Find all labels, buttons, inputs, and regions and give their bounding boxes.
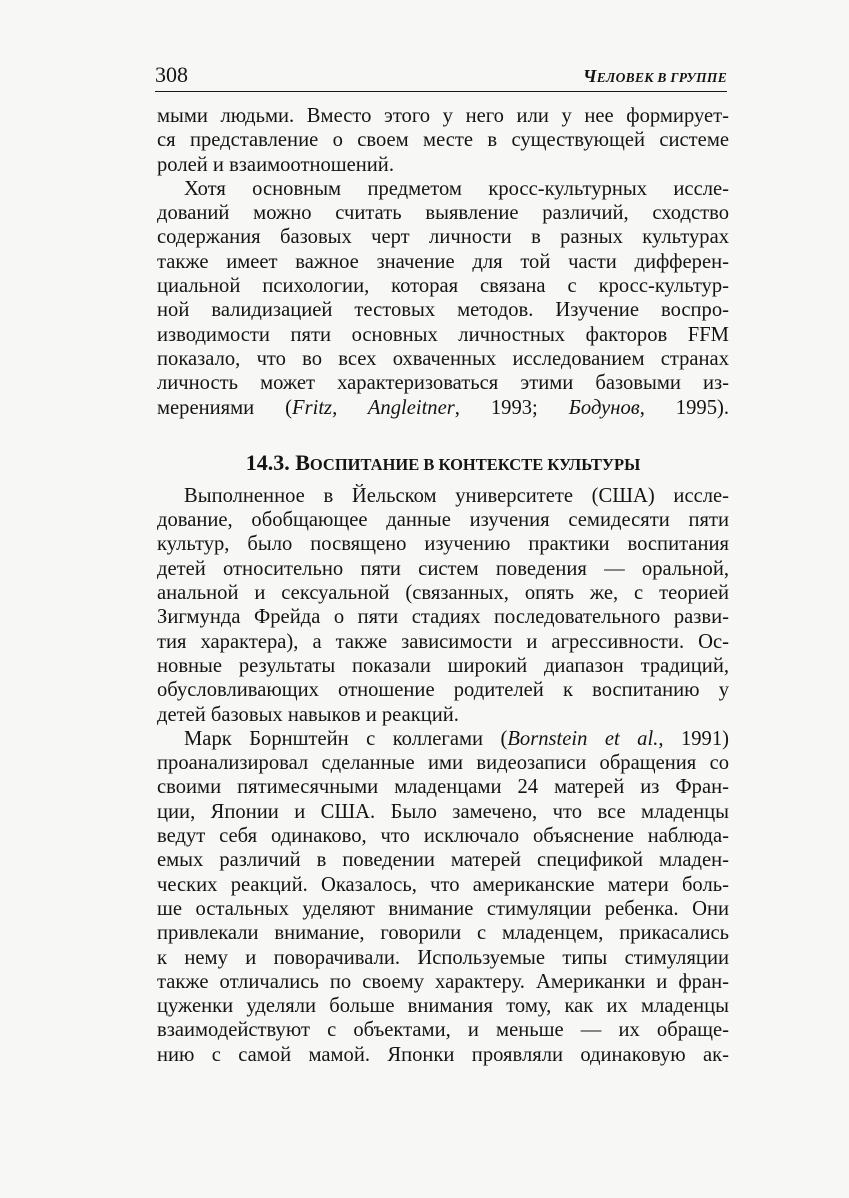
citation-author: Бодунов <box>568 396 640 419</box>
running-title-initial: Ч <box>582 66 597 86</box>
paragraph-3 <box>157 484 729 727</box>
text-line: ческих реакций. Оказалось, что американские матери боль- <box>157 873 729 896</box>
text-line: емых различий в поведении матерей спецификой младен- <box>157 849 729 872</box>
text-line: циальной психологии, которая связана с кросс-культур- <box>157 275 729 298</box>
text-line: изводимости пяти основных личностных факторов FFM <box>157 323 729 346</box>
text-line-citation <box>157 396 729 420</box>
text-line: привлекали внимание, говорили с младенцем, прикасались <box>157 922 729 945</box>
text-line: к нему и поворачивали. Используемые типы стимуляции <box>157 946 729 969</box>
text-run: , 1993; <box>454 396 569 419</box>
section-heading <box>157 448 729 478</box>
text-line: ся представление о своем месте в существующей системе <box>157 129 729 152</box>
section-title-initial: В <box>295 449 310 475</box>
body-text <box>157 104 729 1067</box>
paragraph-2 <box>157 177 729 420</box>
citation-authors: Fritz, Angleitner <box>292 396 455 419</box>
text-line: Хотя основным предметом кросс-культурных иссле- <box>184 177 729 200</box>
text-line: детей базовых навыков и реакций. <box>157 703 459 726</box>
text-line: дование, обобщающее данные изучения семидесяти пяти <box>157 509 729 532</box>
text-run: , 1995). <box>639 396 730 419</box>
text-line: проанализировал сделанные ими видеозаписи обращения со <box>157 752 729 775</box>
header-rule <box>155 91 727 92</box>
section-title-rest: ОСПИТАНИЕ В КОНТЕКСТЕ КУЛЬТУРЫ <box>309 454 641 474</box>
text-line: Выполненное в Йельском университете (США) иссле- <box>184 484 729 507</box>
text-line: личность может характеризоваться этими базовыми из- <box>157 372 729 395</box>
running-title-rest: ЕЛОВЕК В ГРУППЕ <box>596 70 727 85</box>
text-line: дований можно считать выявление различий, сходство <box>157 202 729 225</box>
text-line: ролей и взаимоотношений. <box>157 153 394 176</box>
section-number: 14.3. <box>245 449 290 475</box>
text-line: своими пятимесячными младенцами 24 матерей из Фран- <box>157 776 729 799</box>
running-title <box>583 64 727 90</box>
text-line: нию с самой мамой. Японки проявляли одинаковую ак- <box>157 1043 729 1066</box>
text-line: культур, было посвящено изучению практики воспитания <box>157 533 729 556</box>
text-line: взаимодействуют с объектами, и меньше — их обраще- <box>157 1019 729 1042</box>
text-line: ведут себя одинаково, что исключало объяснение наблюда- <box>157 825 729 848</box>
text-line: также отличались по своему характеру. Американки и фран- <box>157 970 729 993</box>
text-line: ше остальных уделяют внимание стимуляции ребенка. Они <box>157 897 729 920</box>
paragraph-4 <box>157 727 729 1067</box>
text-line: детей относительно пяти систем поведения — оральной, <box>157 557 729 580</box>
text-line: Зигмунда Фрейда о пяти стадиях последовательного разви- <box>157 606 729 629</box>
text-line: ной валидизацией тестовых методов. Изучение воспро- <box>157 299 729 322</box>
text-run: мерениями ( <box>157 396 293 419</box>
text-run: , 1991) <box>658 727 729 750</box>
text-line: содержания базовых черт личности в разных культурах <box>157 226 729 249</box>
text-line: ции, Японии и США. Было замечено, что все младенцы <box>157 800 729 823</box>
text-run: Марк Борнштейн с коллегами ( <box>184 727 508 750</box>
text-line: новные результаты показали широкий диапазон традиций, <box>157 654 729 677</box>
text-line: также имеет важное значение для той части дифферен- <box>157 250 729 273</box>
text-line-citation <box>157 727 729 751</box>
text-line: показало, что во всех охваченных исследованием странах <box>157 347 729 370</box>
text-line: обусловливающих отношение родителей к воспитанию у <box>157 679 729 702</box>
text-line: анальной и сексуальной (связанных, опять же, с теорией <box>157 582 729 605</box>
text-line: цуженки уделяли больше внимания тому, как их младенцы <box>157 995 729 1018</box>
running-header <box>155 62 727 92</box>
text-line: тия характера), а также зависимости и агрессивности. Ос- <box>157 630 729 653</box>
paragraph-1 <box>157 104 729 177</box>
page-number: 308 <box>155 62 188 87</box>
text-line: мыми людьми. Вместо этого у него или у нее формирует- <box>157 105 729 127</box>
citation-authors: Bornstein et al. <box>507 727 659 750</box>
